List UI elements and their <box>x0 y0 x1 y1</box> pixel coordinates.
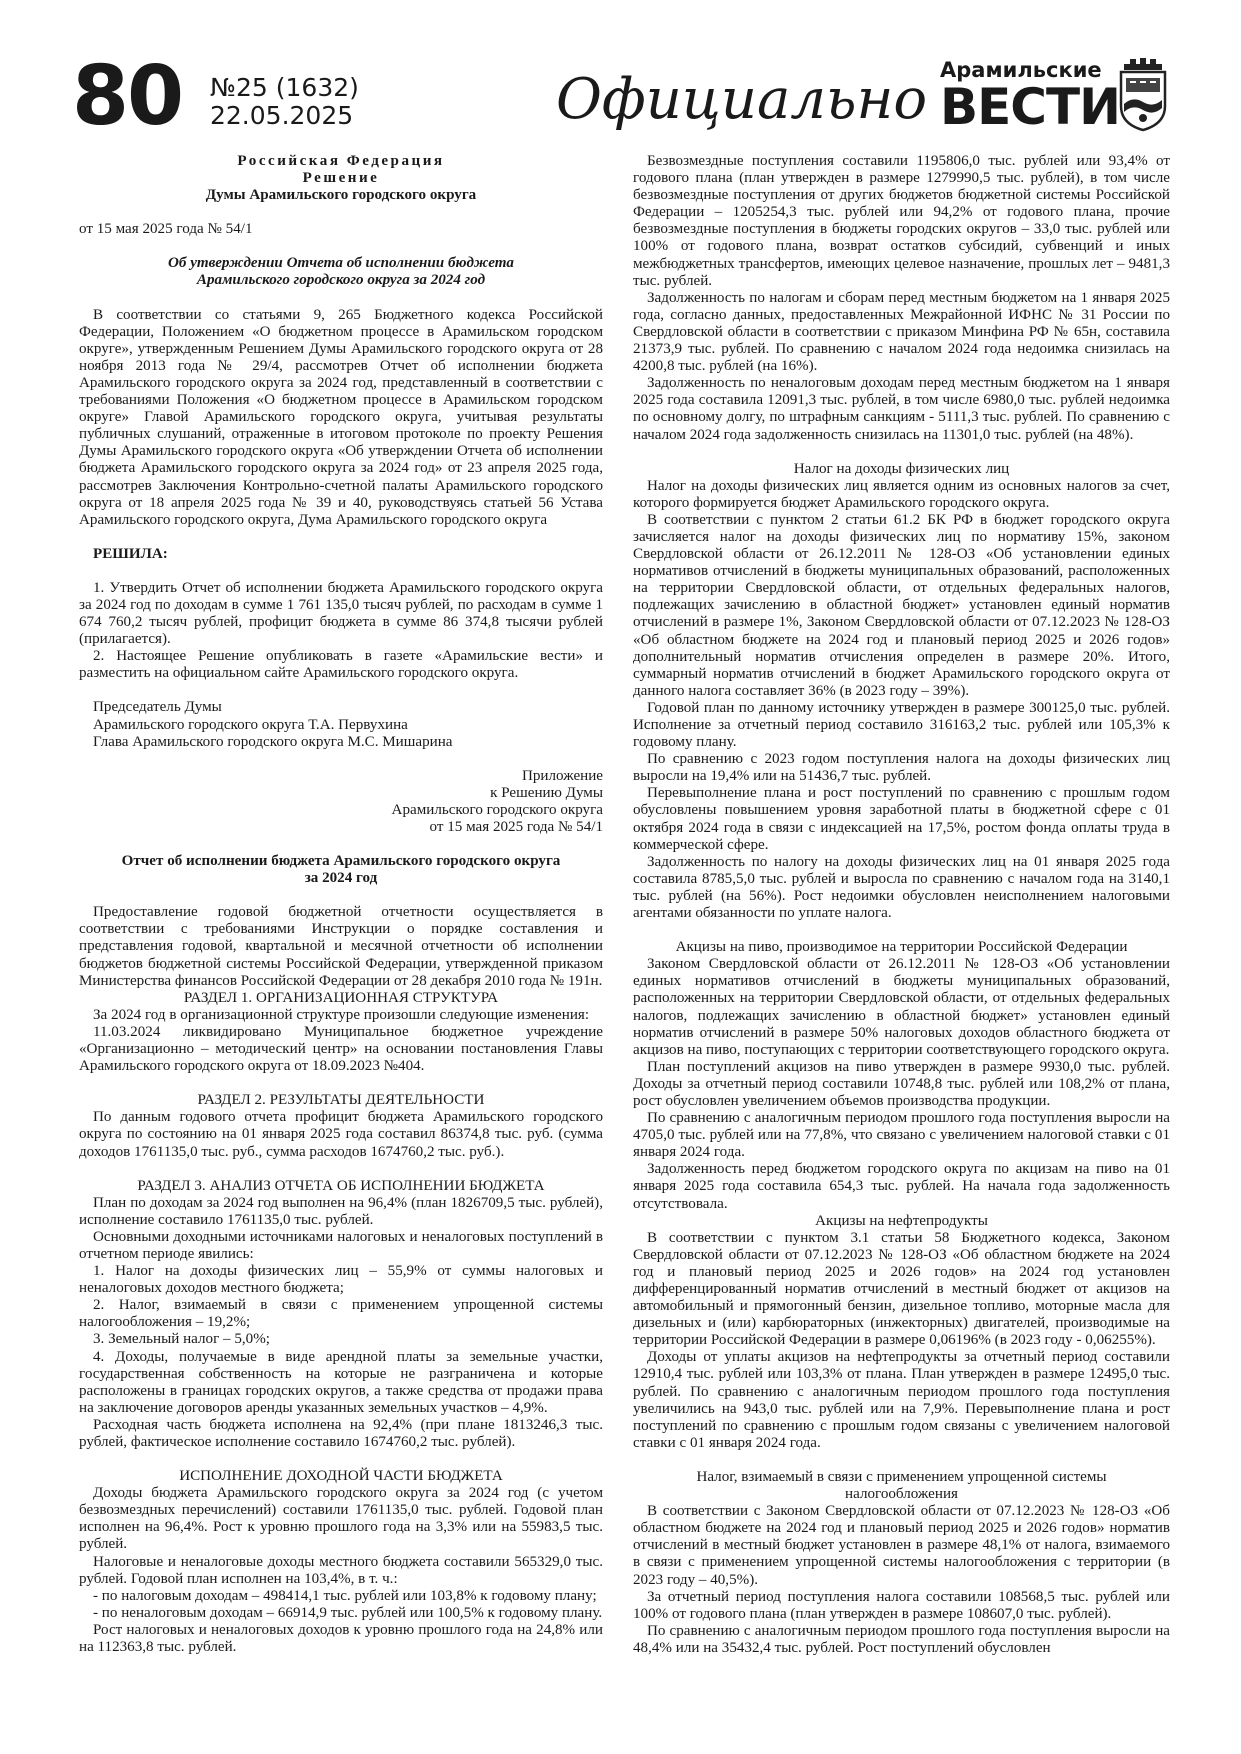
decision-item-2: 2. Настоящее Решение опубликовать в газете «Арамильские вести» и разместить на официальном сайте Арамильского городского округа. <box>79 648 603 682</box>
decision-title-2: Арамильского городского округа за 2024 год <box>196 272 486 289</box>
section-4-heading: ИСПОЛНЕНИЕ ДОХОДНОЙ ЧАСТИ БЮДЖЕТА <box>179 1468 503 1485</box>
section-4-list-2: - по неналоговым доходам – 66914,9 тыс. рублей или 100,5% к годовому плану. <box>93 1604 603 1621</box>
usn-p1: В соответствии с Законом Свердловской области от 07.12.2023 № 128-ОЗ «Об областном бюджете на 2024 год и плановый период 2025 и 2026 годов» норматив отчислений в местный бюджет установлен в размере 48,1% от налога, взимаемого в связи с применением упрощенной системы налогообложения с территории (в 2023 году – 40,5%). <box>633 1503 1170 1588</box>
section-4-p1: Доходы бюджета Арамильского городского округа за 2024 год (с учетом безвозмездных перечислений) составили 1761135,0 тыс. рублей. Годовой план исполнен на 96,4%. Рост к уровню прошлого года на 3,3% или на 55983,5 тыс. рублей. <box>79 1485 603 1553</box>
signature-line-3: Глава Арамильского городского округа М.С. Мишарина <box>93 733 453 750</box>
appendix-line-3: Арамильского городского округа <box>391 801 603 818</box>
section-3-heading: РАЗДЕЛ 3. АНАЛИЗ ОТЧЕТА ОБ ИСПОЛНЕНИИ БЮДЖЕТА <box>137 1177 545 1194</box>
ndfl-p3: Годовой план по данному источнику утвержден в размере 300125,0 тыс. рублей. Исполнение за отчетный период составило 316163,2 тыс. рублей или 105,3% к годовому плану. <box>633 699 1170 751</box>
beer-excise-p3: По сравнению с аналогичным периодом прошлого года поступления выросли на 4705,0 тыс. рублей или на 77,8%, что связано с увеличением налоговой ставки с 01 января 2024 года. <box>633 1110 1170 1161</box>
resolved-heading: РЕШИЛА: <box>93 545 168 562</box>
masthead <box>0 0 1241 150</box>
usn-p2: За отчетный период поступления налога составили 108568,5 тыс. рублей или 100% от годового плана (план утвержден в размере 108607,0 тыс. рублей). <box>633 1588 1170 1622</box>
signature-line-2: Арамильского городского округа Т.А. Первухина <box>93 716 408 733</box>
issue-number: №25 (1632) <box>210 73 359 102</box>
appendix-line-2: к Решению Думы <box>490 784 603 801</box>
preamble: В соответствии со статьями 9, 265 Бюджетного кодекса Российской Федерации, Положением «О бюджетном процессе в Арамильском городском округе», утвержденным Решением Думы Арамильского городского округа от 28 ноября 2013 года № 29/4, рассмотрев Отчет об исполнении бюджета Арамильского городского округа за 2024 год, представленный в соответствии с требованиями Положения «О бюджетном процессе в Арамильском городском округе» Главой Арамильского городского округа, учитывая результаты публичных слушаний, отраженные в итоговом протоколе по проекту Решения Думы Арамильского городского округа «Об утверждении Отчета об исполнении бюджета Арамильского городского округа за 2024 год» от 23 апреля 2025 года, рассмотрев Заключения Контрольно-счетной палаты Арамильского городского округа от 18 апреля 2025 года № 39 и 40, руководствуясь статьей 56 Устава Арамильского городского округа, Дума Арамильского городского округа <box>79 306 603 528</box>
section-2-heading: РАЗДЕЛ 2. РЕЗУЛЬТАТЫ ДЕЯТЕЛЬНОСТИ <box>197 1092 485 1109</box>
section-3-list-1: 1. Налог на доходы физических лиц – 55,9% от суммы налоговых и неналоговых доходов местного бюджета; <box>79 1263 603 1297</box>
ndfl-p1: Налог на доходы физических лиц является одним из основных налогов за счет, которого формируется бюджет Арамильского городского округа. <box>633 477 1170 511</box>
usn-heading: Налог, взимаемый в связи с применением упрощенной системы налогообложения <box>696 1468 1107 1503</box>
beer-excise-p2: План поступлений акцизов на пиво утвержден в размере 9930,0 тыс. рублей. Доходы за отчетный период составили 10748,8 тыс. рублей или 108,2% от плана, рост обусловлен увеличением объемов производства продукции. <box>633 1058 1170 1109</box>
org-line-2: Решение <box>302 170 380 187</box>
beer-excise-p1: Законом Свердловской области от 26.12.2011 № 128-ОЗ «Об установлении единых нормативов отчислений в бюджеты муниципальных образований, расположенных на территории Свердловской области, от отдельных федеральных налогов, подлежащих зачислению в областной бюджет» установлен единый норматив отчислений в размере 50% налоговых доходов областного бюджета от акцизов на пиво, поступающих с территории соответствующего городского округа. <box>633 956 1170 1058</box>
newspaper-logo <box>940 56 1120 136</box>
grants-paragraph: Безвозмездные поступления составили 1195806,0 тыс. рублей или 93,4% от годового плана (план утвержден в размере 1279990,5 тыс. рублей), в том числе безвозмездные поступления от других бюджетов бюджетной системы Российской Федерации – 1205254,3 тыс. рублей или 94,2% от годового плана, прочие безвозмездные поступления в бюджеты городских округов – 33,0 тыс. рублей или 100% от годового плана, возврат остатков субсидий, субвенций и иных межбюджетных трансфертов, имеющих целевое назначение, прошлых лет – 9481,3 тыс. рублей. <box>633 153 1170 289</box>
right-column <box>633 153 1170 1657</box>
section-1-heading: РАЗДЕЛ 1. ОРГАНИЗАЦИОННАЯ СТРУКТУРА <box>183 989 499 1006</box>
org-line-1: Российская Федерация <box>237 153 445 169</box>
signature-line-1: Председатель Думы <box>93 699 222 716</box>
page-number: 80 <box>72 49 183 144</box>
section-2-p1: По данным годового отчета профицит бюджета Арамильского городского округа по состоянию на 01 января 2025 года составил 86374,8 тыс. руб. (сумма доходов 1761135,0 тыс. руб., сумма расходов 1674760,2 тыс. руб.). <box>79 1109 603 1160</box>
logo-top-text: Арамильские <box>940 58 1102 82</box>
section-4-list-1: - по налоговым доходам – 498414,1 тыс. рублей или 103,8% к годовому плану; <box>93 1587 597 1604</box>
decision-item-1: 1. Утвердить Отчет об исполнении бюджета Арамильского городского округа за 2024 год по доходам в сумме 1 761 135,0 тысяч рублей, по расходам в сумме 1 674 760,2 тысяч рублей, профицит бюджета в сумме 86 374,8 тысячи рублей (прилагается). <box>79 579 603 648</box>
section-3-p2: Основными доходными источниками налоговых и неналоговых поступлений в отчетном периоде явились: <box>79 1228 603 1262</box>
decision-date: от 15 мая 2025 года № 54/1 <box>79 221 253 238</box>
section-4-p2: Налоговые и неналоговые доходы местного бюджета составили 565329,0 тыс. рублей. Годовой план исполнен на 103,4%, в т. ч.: <box>79 1553 603 1587</box>
tax-debt-paragraph: Задолженность по налогам и сборам перед местным бюджетом на 1 января 2025 года, согласно данных, предоставленных Межрайонной ИФНС № 31 России по Свердловской области в соответствии с приказом Минфина РФ № 65н, составила 21373,9 тыс. рублей. По сравнению с началом 2024 года недоимка снизилась на 4200,8 тыс. рублей (на 16%). <box>633 289 1170 375</box>
section-title: Официально <box>556 67 928 132</box>
ndfl-p2: В соответствии с пунктом 2 статьи 61.2 БК РФ в бюджет городского округа зачисляется налог на доходы физических лиц по нормативу 15%, законом Свердловской области от 26.12.2011 № 128-ОЗ «Об установлении единых нормативов отчислений в бюджеты муниципальных образований, расположенных на территории Свердловской области, от отдельных федеральных налогов, подлежащих зачислению в областной бюджет» установлен единый норматив отчислений в размере 1%, Законом Свердловской области от 07.12.2023 № 128-ОЗ «Об областном бюджете на 2024 год и плановый период 2025 и 2026 годов» дополнительный норматив отчисления определен в размере 20%. Итого, суммарный норматив отчислений в бюджет Арамильского городского округа от данного налога составляет 36% (в 2023 году – 39%). <box>633 511 1170 699</box>
oil-excise-p2: Доходы от уплаты акцизов на нефтепродукты за отчетный период составили 12910,4 тыс. рублей или 103,3% от плана. План утвержден в размере 12495,0 тыс. рублей. По сравнению с аналогичным периодом прошлого года поступления увеличились на 943,0 тыс. рублей или на 7,9%. Перевыполнение плана и рост поступлений по сравнению с прошлым годом связаны с увеличением налоговой ставки с 01 января 2024 года. <box>633 1349 1170 1451</box>
report-title-1: Отчет об исполнении бюджета Арамильского городского округа <box>121 853 561 870</box>
beer-excise-p4: Задолженность перед бюджетом городского округа по акцизам на пиво на 01 января 2025 года составила 654,3 тыс. рублей. На начала года задолженность отсутствовала. <box>633 1161 1170 1212</box>
ndfl-heading: Налог на доходы физических лиц <box>793 460 1010 477</box>
ndfl-p4: По сравнению с 2023 годом поступления налога на доходы физических лиц выросли на 19,4% или на 51436,7 тыс. рублей. <box>633 751 1170 785</box>
org-line-3: Думы Арамильского городского округа <box>205 187 477 204</box>
appendix-line-1: Приложение <box>521 767 603 784</box>
left-column <box>79 153 603 1656</box>
decision-title-1: Об утверждении Отчета об исполнении бюджета <box>168 255 514 272</box>
report-title-2: за 2024 год <box>304 870 378 887</box>
section-3-list-4: 4. Доходы, получаемые в виде арендной платы за земельные участки, государственная собственность на которые не разграничена и которые расположены в границах городских округов, а также средства от продажи права на заключение договоров аренды указанных земельных участков – 4,9%. <box>79 1348 603 1416</box>
appendix-line-4: от 15 мая 2025 года № 54/1 <box>429 819 603 835</box>
section-3-p1: План по доходам за 2024 год выполнен на 96,4% (план 1826709,5 тыс. рублей), исполнение составило 1761135,0 тыс. рублей. <box>79 1194 603 1228</box>
section-3-list-3: 3. Земельный налог – 5,0%; <box>93 1331 270 1348</box>
coat-of-arms-icon <box>1118 56 1168 132</box>
oil-excise-p1: В соответствии с пунктом 3.1 статьи 58 Бюджетного кодекса, Законом Свердловской области от 07.12.2023 № 128-ОЗ «Об областном бюджете на 2024 год и плановый период 2025 и 2026 годов» на 2024 год установлен дифференцированный норматив отчислений в местный бюджет от акцизов на автомобильный и прямогонный бензин, дизельное топливо, моторные масла для дизельных и (или) карбюраторных (инжекторных) двигателей, производимые на территории Российской Федерации в размере 0,06196% (в 2023 году - 0,06255%). <box>633 1229 1170 1349</box>
section-1-p2: 11.03.2024 ликвидировано Муниципальное бюджетное учреждение «Организационно – методический центр» на основании постановления Главы Арамильского городского округа от 18.09.2023 №404. <box>79 1023 603 1075</box>
section-3-p3: Расходная часть бюджета исполнена на 92,4% (при плане 1813246,3 тыс. рублей, фактическое исполнение составило 1674760,2 тыс. рублей). <box>79 1416 603 1450</box>
issue-date: 22.05.2025 <box>210 101 354 130</box>
section-3-list-2: 2. Налог, взимаемый в связи с применением упрощенной системы налогообложения – 19,2%; <box>79 1297 603 1331</box>
logo-main-text: ВЕСТИ <box>940 78 1120 136</box>
ndfl-p6: Задолженность по налогу на доходы физических лиц на 01 января 2025 года составила 8785,5,0 тыс. рублей и выросла по сравнению с началом года на 3140,1 тыс. рублей (на 56%). Рост недоимки обусловлен неисполнением налоговыми агентами обязанности по уплате налога. <box>633 853 1170 922</box>
section-1-p1: За 2024 год в организационной структуре произошли следующие изменения: <box>93 1006 590 1023</box>
beer-excise-heading: Акцизы на пиво, производимое на территории Российской Федерации <box>675 939 1128 956</box>
oil-excise-heading: Акцизы на нефтепродукты <box>815 1212 988 1229</box>
nontax-debt-paragraph: Задолженность по неналоговым доходам перед местным бюджетом на 1 января 2025 года составила 12091,3 тыс. рублей, в том числе 6980,0 тыс. рублей недоимка по основному долгу, по штрафным санкциям - 5111,3 тыс. рублей. По сравнению с началом 2024 года задолженность снизилась на 11301,0 тыс. рублей (на 48%). <box>633 375 1170 443</box>
usn-p3: По сравнению с аналогичным периодом прошлого года поступления выросли на 48,4% или на 35432,4 тыс. рублей. Рост поступлений обусловлен <box>633 1622 1170 1656</box>
ndfl-p5: Перевыполнение плана и рост поступлений по сравнению с прошлым годом обусловлены повышением уровня заработной платы в бюджетной сфере с 01 октября 2024 года в связи с индексацией на 17,5%, ростом фонда оплаты труда в коммерческой сфере. <box>633 785 1170 853</box>
issue-info <box>210 74 359 130</box>
report-intro: Предоставление годовой бюджетной отчетности осуществляется в соответствии с требованиями Инструкции о порядке составления и представления годовой, квартальной и месячной отчетности об исполнении бюджетов бюджетной системы Российской Федерации, утвержденной приказом Министерства финансов Российской Федерации от 28 декабря 2010 года № 191н. <box>79 904 603 989</box>
section-4-p3: Рост налоговых и неналоговых доходов к уровню прошлого года на 24,8% или на 112363,8 тыс. рублей. <box>79 1621 603 1656</box>
